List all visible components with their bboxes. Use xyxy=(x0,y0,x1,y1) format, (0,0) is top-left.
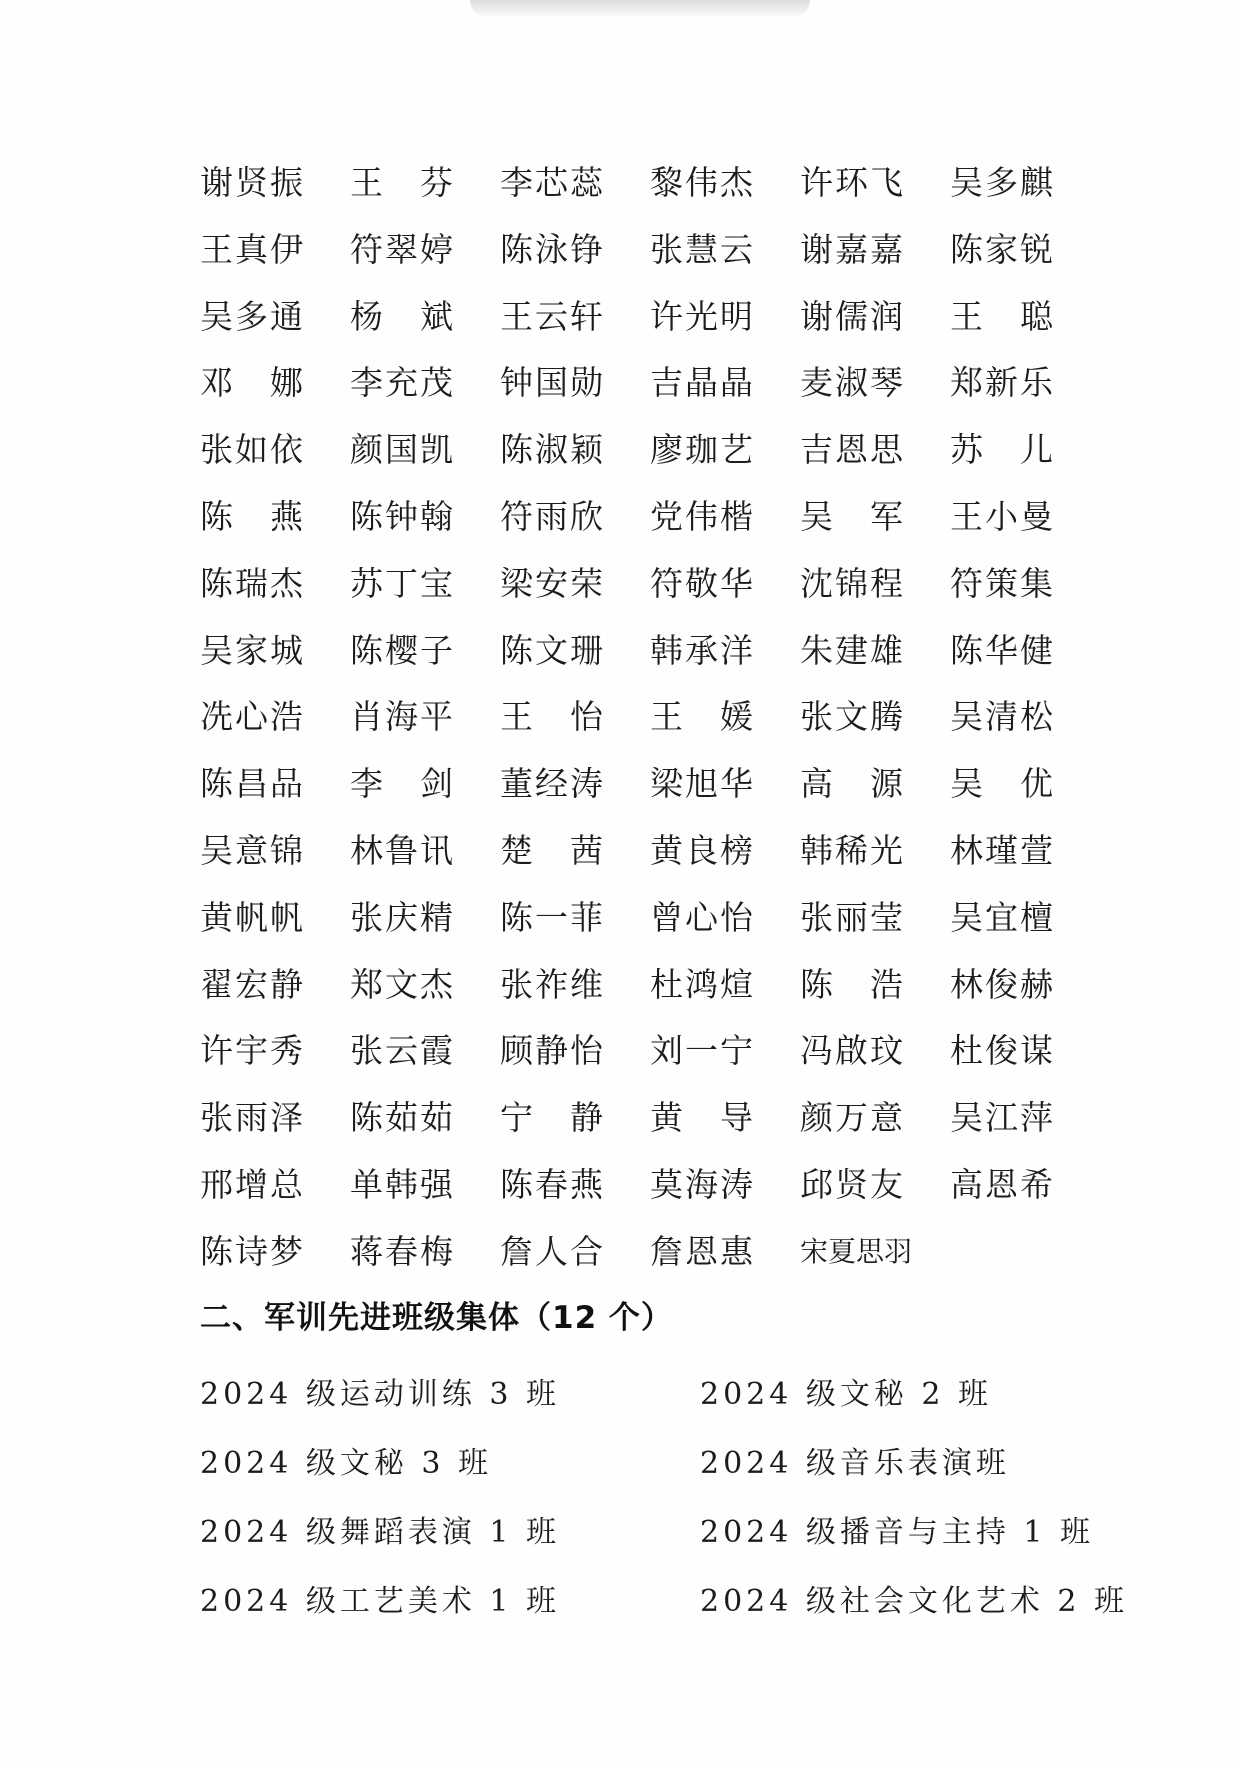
student-name: 王 聪 xyxy=(950,296,1055,336)
student-name: 吴江萍 xyxy=(950,1098,1055,1138)
student-name: 张丽莹 xyxy=(800,897,905,937)
student-name: 李芯蕊 xyxy=(500,163,605,202)
student-name: 陈一菲 xyxy=(500,897,605,937)
student-name: 王 芬 xyxy=(350,163,455,202)
student-name: 吉晶晶 xyxy=(650,363,755,403)
student-name: 冯啟玟 xyxy=(800,1031,905,1071)
student-name: 王 媛 xyxy=(650,697,755,737)
section-title: 二、军训先进班级集体（12 个） xyxy=(200,1300,673,1336)
student-name: 杜鸿煊 xyxy=(650,964,755,1004)
honoree-names-grid xyxy=(200,150,1080,1286)
student-name: 肖海平 xyxy=(350,697,455,737)
student-name: 陈钟翰 xyxy=(350,496,455,536)
scan-artifact xyxy=(470,0,810,18)
student-name: 蒋春梅 xyxy=(350,1231,455,1271)
student-name: 梁旭华 xyxy=(650,764,755,804)
student-name: 许光明 xyxy=(650,296,755,336)
student-name: 许环飞 xyxy=(800,163,905,202)
student-name: 吴多通 xyxy=(200,296,305,336)
class-item: 2024 级工艺美术 1 班 xyxy=(200,1584,561,1619)
student-name: 陈淑颖 xyxy=(500,430,605,470)
class-item: 2024 级舞蹈表演 1 班 xyxy=(200,1515,561,1550)
student-name: 宁 静 xyxy=(500,1098,605,1138)
class-item: 2024 级文秘 2 班 xyxy=(700,1377,993,1412)
student-name: 陈樱子 xyxy=(350,630,455,670)
student-name: 高恩希 xyxy=(950,1164,1055,1204)
student-name: 许宇秀 xyxy=(200,1031,305,1071)
class-item: 2024 级社会文化艺术 2 班 xyxy=(700,1584,1129,1619)
student-name: 苏丁宝 xyxy=(350,563,455,603)
student-name: 陈昌品 xyxy=(200,764,305,804)
student-name: 张如依 xyxy=(200,430,305,470)
student-name: 吴 优 xyxy=(950,764,1055,804)
student-name: 陈文珊 xyxy=(500,630,605,670)
student-name: 颜万意 xyxy=(800,1098,905,1138)
student-name: 吉恩思 xyxy=(800,430,905,470)
student-name: 王真伊 xyxy=(200,229,305,269)
student-name: 顾静怡 xyxy=(500,1031,605,1071)
student-name: 苏 儿 xyxy=(950,430,1055,470)
student-name: 陈泳铮 xyxy=(500,229,605,269)
class-item: 2024 级播音与主持 1 班 xyxy=(700,1515,1095,1550)
student-name: 邱贤友 xyxy=(800,1164,905,1204)
student-name: 张庆精 xyxy=(350,897,455,937)
student-name: 林俊赫 xyxy=(950,964,1055,1004)
student-name: 符翠婷 xyxy=(350,229,455,269)
student-name: 詹恩惠 xyxy=(650,1231,755,1271)
student-name: 翟宏静 xyxy=(200,964,305,1004)
student-name: 陈茹茹 xyxy=(350,1098,455,1138)
student-name: 陈 燕 xyxy=(200,496,305,536)
student-name: 王云轩 xyxy=(500,296,605,336)
student-name: 黄良榜 xyxy=(650,830,755,870)
student-name: 杨 斌 xyxy=(350,296,455,336)
student-name: 张文腾 xyxy=(800,697,905,737)
student-name: 张慧云 xyxy=(650,229,755,269)
advanced-classes-list xyxy=(200,1360,1129,1636)
student-name: 符策集 xyxy=(950,563,1055,603)
student-name: 黎伟杰 xyxy=(650,163,755,202)
class-item: 2024 级运动训练 3 班 xyxy=(200,1377,561,1412)
student-name: 谢儒润 xyxy=(800,296,905,336)
student-name: 沈锦程 xyxy=(800,563,905,603)
student-name: 朱建雄 xyxy=(800,630,905,670)
student-name: 张云霞 xyxy=(350,1031,455,1071)
student-name: 詹人合 xyxy=(500,1231,605,1271)
student-name: 陈瑞杰 xyxy=(200,563,305,603)
student-name: 邢增总 xyxy=(200,1164,305,1204)
student-name: 吴意锦 xyxy=(200,830,305,870)
student-name: 曾心怡 xyxy=(650,897,755,937)
student-name: 吴多麒 xyxy=(950,163,1055,202)
student-name: 廖珈艺 xyxy=(650,430,755,470)
student-name: 刘一宁 xyxy=(650,1031,755,1071)
student-name: 楚 茜 xyxy=(500,830,605,870)
student-name: 邓 娜 xyxy=(200,363,305,403)
student-name: 莫海涛 xyxy=(650,1164,755,1204)
student-name: 林瑾萱 xyxy=(950,830,1055,870)
student-name: 陈华健 xyxy=(950,630,1055,670)
student-name: 党伟楷 xyxy=(650,496,755,536)
student-name: 吴宜檀 xyxy=(950,897,1055,937)
student-name: 吴家城 xyxy=(200,630,305,670)
student-name: 张祚维 xyxy=(500,964,605,1004)
student-name: 符雨欣 xyxy=(500,496,605,536)
student-name: 董经涛 xyxy=(500,764,605,804)
student-name: 杜俊谋 xyxy=(950,1031,1055,1071)
student-name: 张雨泽 xyxy=(200,1098,305,1138)
student-name: 李充茂 xyxy=(350,363,455,403)
student-name: 郑新乐 xyxy=(950,363,1055,403)
student-name: 梁安荣 xyxy=(500,563,605,603)
student-name: 陈 浩 xyxy=(800,964,905,1004)
student-name: 谢嘉嘉 xyxy=(800,229,905,269)
student-name: 王 怡 xyxy=(500,697,605,737)
student-name: 韩承洋 xyxy=(650,630,755,670)
student-name: 韩稀光 xyxy=(800,830,905,870)
student-name: 钟国勋 xyxy=(500,363,605,403)
student-name: 单韩强 xyxy=(350,1164,455,1204)
student-name: 陈诗梦 xyxy=(200,1231,305,1271)
student-name: 陈家锐 xyxy=(950,229,1055,269)
student-name: 王小曼 xyxy=(950,496,1055,536)
student-name: 吴清松 xyxy=(950,697,1055,737)
student-name: 麦淑琴 xyxy=(800,363,905,403)
student-name: 宋夏思羽 xyxy=(800,1234,913,1268)
student-name: 陈春燕 xyxy=(500,1164,605,1204)
class-item: 2024 级音乐表演班 xyxy=(700,1446,1010,1481)
student-name: 高 源 xyxy=(800,764,905,804)
student-name: 冼心浩 xyxy=(200,697,305,737)
student-name: 黄帆帆 xyxy=(200,897,305,937)
student-name: 林鲁讯 xyxy=(350,830,455,870)
student-name: 符敬华 xyxy=(650,563,755,603)
student-name: 李 剑 xyxy=(350,764,455,804)
student-name: 吴 军 xyxy=(800,496,905,536)
student-name: 郑文杰 xyxy=(350,964,455,1004)
class-item: 2024 级文秘 3 班 xyxy=(200,1446,493,1481)
student-name: 谢贤振 xyxy=(200,163,305,202)
student-name: 颜国凯 xyxy=(350,430,455,470)
student-name: 黄 导 xyxy=(650,1098,755,1138)
